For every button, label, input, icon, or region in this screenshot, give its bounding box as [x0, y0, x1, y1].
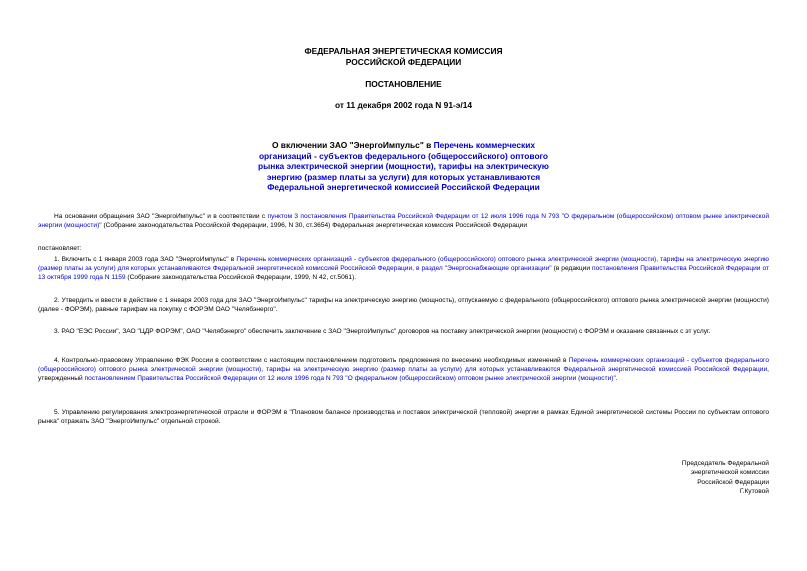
item-4-link-decree-793[interactable]: постановлением Правительства Российской Федерации от 12 июля 1996 года N 793 "О федеральном (общероссийском) оптовом рынке электрической энергии (мощности)" — [84, 375, 616, 382]
document-subject — [0, 140, 807, 193]
item-1-link-decree-1159[interactable]: постановления Правительства Российской Федерации от 13 октября 1999 года N 1159 — [38, 265, 769, 281]
org-name-line2: РОССИЙСКОЙ ФЕДЕРАЦИИ — [345, 56, 462, 67]
item-2-paragraph: 2. Утвердить и ввести в действие с 1 января 2003 года для ЗАО "ЭнергоИмпульс" тарифы на электрическую энергию (мощность), отпускаемую с федерального (общероссийского) оптового рынка электрической энергии (мощности) (далее - ФОРЭМ), равные тарифам на покупку с ФОРЭМ ОАО "Челябэнерго". — [38, 297, 769, 313]
document-date-number: от 11 декабря 2002 года N 91-э/14 — [334, 100, 473, 110]
subject-link-line3[interactable]: рынка электрической энергии (мощности), тарифы на электрическую — [258, 161, 549, 171]
item-1-paragraph — [38, 255, 769, 282]
intro-link-decree-793[interactable]: пунктом 3 постановления Правительства Российской Федерации от 12 июля 1996 года N 793 "О федеральном (общероссийском) оптовом рынке электрической энергии (мощности)" — [38, 213, 769, 229]
item-4-text-3: . — [615, 375, 618, 382]
item-4-text-1: 4. Контрольно-правовому Управлению ФЭК России в соответствии с настоящим постановлением подготовить предложения по внесению необходимых изменений в — [54, 357, 569, 364]
subject-link-line4[interactable]: энергию (размер платы за услуги) для которых устанавливаются — [266, 171, 541, 182]
subject-link-line5[interactable]: Федеральной энергетической комиссией Российской Федерации — [267, 182, 540, 192]
subject-text: О включении ЗАО "ЭнергоИмпульс" в — [271, 140, 434, 150]
signature-title-line1: Председатель Федеральной — [681, 460, 769, 467]
signature-name: Г.Кутовой — [739, 488, 769, 496]
item-4-paragraph — [38, 356, 769, 383]
signature-title-line2: энергетической комиссии — [690, 469, 769, 477]
item-4-text-2: , утвержденный — [38, 366, 769, 382]
item-1-text-1: 1. Включить с 1 января 2003 года ЗАО "ЭнергоИмпульс" в — [54, 256, 237, 263]
intro-text-2: (Собрание законодательства Российской Федерации, 1996, N 30, ст.3654) Федеральная энергетическая комиссия Российской Федерации — [101, 222, 528, 229]
document-type: ПОСТАНОВЛЕНИЕ — [365, 79, 442, 89]
subject-link-line1[interactable]: Перечень коммерческих — [433, 140, 536, 150]
item-4-link-list[interactable]: Перечень коммерческих организаций - субъектов федерального (общероссийского) оптового рынка электрической энергии (мощности), тарифы на электрическую энергию (размер платы за услуги) для которых устанавливаются Федеральной энергетической комиссией Российской Федерации — [38, 357, 769, 373]
intro-text-1: На основании обращения ЗАО "ЭнергоИмпульс" и в соответствии с — [54, 213, 268, 220]
intro-paragraph — [38, 212, 769, 230]
document-header — [0, 46, 807, 67]
item-1-text-3: (Собрание законодательства Российской Федерации, 1999, N 42, ст.5061). — [125, 274, 357, 281]
subject-link-line2[interactable]: организаций - субъектов федерального (общероссийского) оптового — [258, 150, 549, 161]
org-name-line1: ФЕДЕРАЛЬНАЯ ЭНЕРГЕТИЧЕСКАЯ КОМИССИЯ — [304, 46, 503, 56]
signature-block — [682, 459, 769, 497]
item-1-link-list[interactable]: Перечень коммерческих организаций - субъектов федерального (общероссийского) оптового рынка электрической энергии (мощности), тарифы на электрическую энергию (размер платы за услуги) для которых устанавливаются Федеральной энергетической комиссией Российской Федерации, в раздел "Энергоснабжающие организации" — [38, 256, 769, 272]
item-5-paragraph: 5. Управлению регулирования электроэнергетической отрасли и ФОРЭМ в "Плановом балансе производства и поставок электрической (тепловой) энергии в рамках Единой энергетической системы России по субъектам оптового рынка" отражать ЗАО "ЭнергоИмпульс" отдельной строкой. — [38, 409, 769, 425]
item-3-paragraph: 3. РАО "ЕЭС России", ЗАО "ЦДР ФОРЭМ", ОАО "Челябэнерго" обеспечить заключение с ЗАО "ЭнергоИмпульс" договоров на поставку электрической энергии (мощности) с ФОРЭМ и оказание связанных с эт услуг. — [54, 328, 711, 335]
signature-title-line3: Российской Федерации — [697, 478, 769, 486]
resolves-label: постановляет: — [38, 245, 82, 252]
item-1-text-2: (в редакции — [551, 265, 593, 272]
